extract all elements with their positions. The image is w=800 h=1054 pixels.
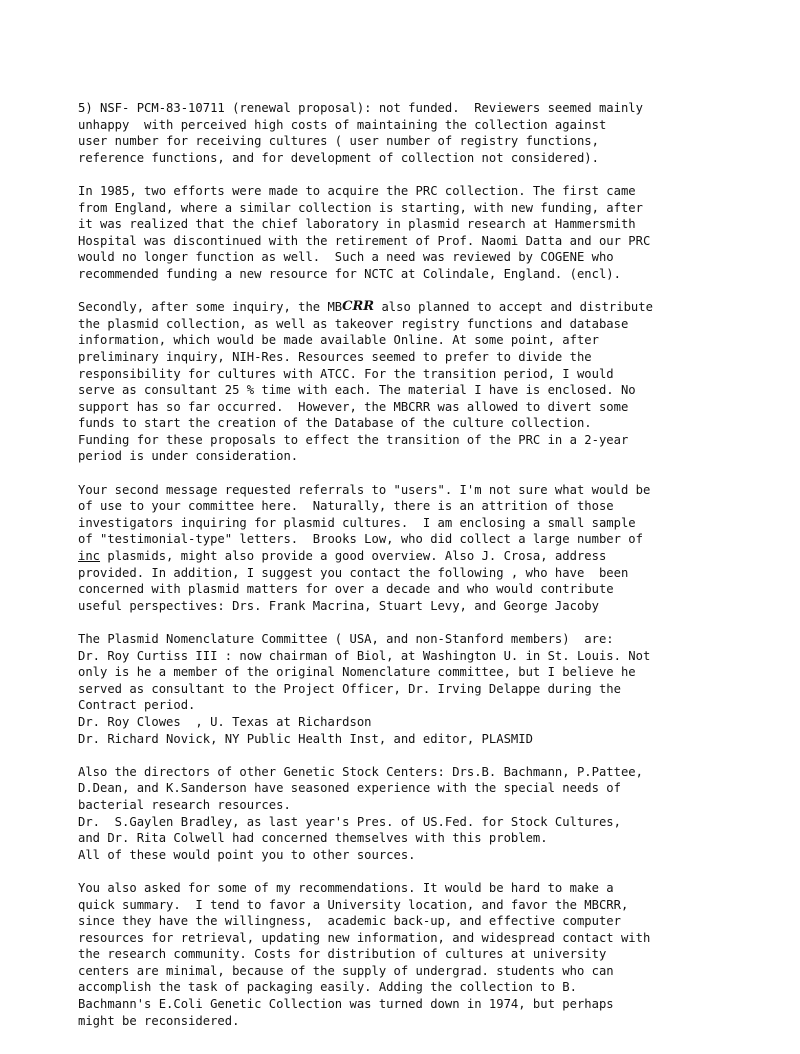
text-segment: Secondly, after some inquiry, the MB [78,300,343,315]
text-line: Your second message requested referrals to "users". I'm not sure what would be [78,482,651,497]
text-line: You also asked for some of my recommendations. It would be hard to make a [78,880,614,895]
text-line: The Plasmid Nomenclature Committee ( USA, and non-Stanford members) are: [78,632,614,646]
text-line: In 1985, two efforts were made to acquire the PRC collection. The first came [78,183,636,198]
text-line: 5) NSF- PCM-83-10711 (renewal proposal): not funded. Reviewers seemed mainly [78,101,643,115]
handwritten-correction: CRR [342,299,375,315]
text-line: the plasmid collection, as well as takeover registry functions and database [78,316,629,331]
text-line: would no longer function as well. Such a need was reviewed by COGENE who [78,250,614,265]
text-line: of "testimonial-type" letters. Brooks Low, who did collect a large number of [78,532,643,547]
text-line: and Dr. Rita Colwell had concerned themselves with this problem. [78,831,548,846]
text-line: concerned with plasmid matters for over a decade and who would contribute [78,582,614,597]
text-line: served as consultant to the Project Officer, Dr. Irving Delappe during the [78,681,621,696]
paragraph-nsf-renewal [78,100,778,166]
paragraph-gap [78,283,778,300]
paragraph-gap [78,747,778,764]
text-line: only is he a member of the original Nomenclature committee, but I believe he [78,665,636,680]
text-line: D.Dean, and K.Sanderson have seasoned experience with the special needs of [78,781,621,796]
paragraph-gap [78,465,778,482]
text-line: from England, where a similar collection is starting, with new funding, after [78,200,643,215]
text-line: period is under consideration. [78,449,299,464]
text-line: provided. In addition, I suggest you contact the following , who have been [78,565,629,580]
text-line: user number for receiving cultures ( user number of registry functions, [78,134,599,149]
text-line: All of these would point you to other sources. [78,847,416,862]
text-line: resources for retrieval, updating new information, and widespread contact with [78,930,651,945]
text-line: quick summary. I tend to favor a University location, and favor the MBCRR, [78,897,629,912]
text-line: it was realized that the chief laboratory in plasmid research at Hammersmith [78,217,636,232]
paragraph-stock-centers [78,764,778,864]
letter-page [78,100,778,1029]
text-line: reference functions, and for development of collection not considered). [78,150,599,165]
text-line: support has so far occurred. However, the MBCRR was allowed to divert some [78,399,629,414]
paragraph-mbcrr [78,299,778,465]
text-segment: also planned to accept and distribute [374,300,653,315]
text-line: of use to your committee here. Naturally, there is an attrition of those [78,499,614,514]
text-line: responsibility for cultures with ATCC. For the transition period, I would [78,366,614,381]
text-segment: plasmids, might also provide a good overview. Also J. Crosa, address [100,549,607,564]
paragraph-recommendations [78,880,778,1029]
text-line: might be reconsidered. [78,1013,240,1028]
text-line: information, which would be made available Online. At some point, after [78,333,599,348]
text-line: useful perspectives: Drs. Frank Macrina, Stuart Levy, and George Jacoby [78,598,599,613]
text-line: Also the directors of other Genetic Stock Centers: Drs.B. Bachmann, P.Pattee, [78,764,643,779]
paragraph-gap [78,614,778,631]
text-line: bacterial research resources. [78,797,291,812]
paragraph-nomenclature-committee [78,631,778,747]
text-line: centers are minimal, because of the supply of undergrad. students who can [78,963,614,978]
paragraph-1985-efforts [78,183,778,283]
text-line: accomplish the task of packaging easily. Adding the collection to B. [78,980,577,995]
text-line: Bachmann's E.Coli Genetic Collection was turned down in 1974, but perhaps [78,997,614,1012]
text-line: serve as consultant 25 % time with each. The material I have is enclosed. No [78,383,636,398]
text-line: Funding for these proposals to effect the transition of the PRC in a 2-year [78,432,629,447]
text-line: Dr. Roy Clowes , U. Texas at Richardson [78,714,372,729]
paragraph-referrals [78,482,778,615]
text-line: funds to start the creation of the Database of the culture collection. [78,416,592,431]
text-line: unhappy with perceived high costs of maintaining the collection against [78,117,607,132]
paragraph-gap [78,863,778,880]
paragraph-gap [78,166,778,183]
text-line: Hospital was discontinued with the retirement of Prof. Naomi Datta and our PRC [78,233,651,248]
text-line [78,548,778,565]
text-line: investigators inquiring for plasmid cultures. I am enclosing a small sample [78,515,636,530]
text-line: the research community. Costs for distribution of cultures at university [78,947,607,962]
text-line: since they have the willingness, academic back-up, and effective computer [78,914,621,929]
text-line: Contract period. [78,698,196,713]
text-line: Dr. S.Gaylen Bradley, as last year's Pres. of US.Fed. for Stock Cultures, [78,814,621,829]
text-line: Dr. Roy Curtiss III : now chairman of Biol, at Washington U. in St. Louis. Not [78,648,651,663]
text-line: recommended funding a new resource for NCTC at Colindale, England. (encl). [78,266,621,281]
text-line [78,299,778,316]
underlined-text: inc [78,549,101,564]
text-line: Dr. Richard Novick, NY Public Health Inst, and editor, PLASMID [78,731,533,746]
text-line: preliminary inquiry, NIH-Res. Resources seemed to prefer to divide the [78,349,592,364]
